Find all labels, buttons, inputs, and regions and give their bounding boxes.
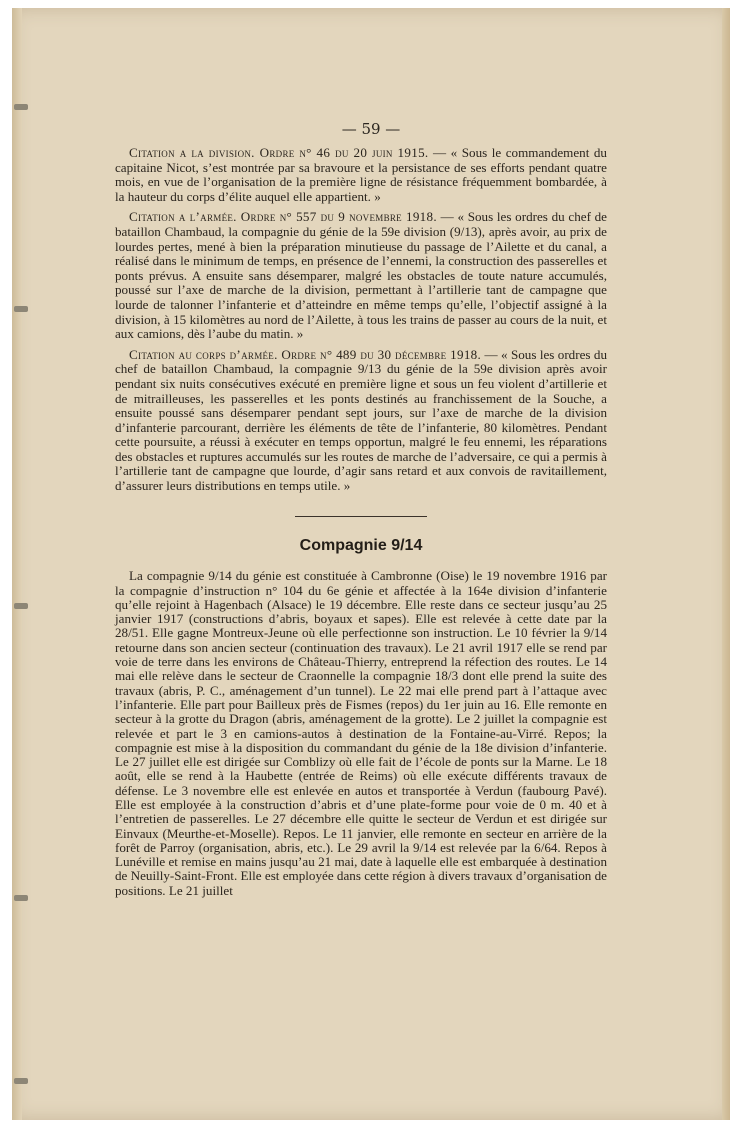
staple-mark: [14, 603, 28, 609]
staple-mark: [14, 1078, 28, 1084]
citation-division: [115, 146, 607, 204]
citation-heading: Citation au corps d’armée. Ordre n° 489 du 30 décembre 1918.: [129, 346, 482, 362]
citation-heading: Citation a l’armée. Ordre n° 557 du 9 novembre 1918.: [129, 209, 437, 225]
section-title: Compagnie 9/14: [299, 536, 423, 554]
section-divider: [295, 516, 427, 517]
citation-text: — « Sous les ordres du chef de bataillon Chambaud, la compagnie 9/13 du génie de la 59e division après avoir pendant six nuits consécutives exécuté en première ligne et sous un feu violent d’artillerie et de mitrailleuses, les passerelles et les ponts destinés au franchissement de la Souche, a ensuite poussé sans désemparer pendant sept jours, sur l’axe de marche de la division d’infanterie parcourant, derrière les éléments de tête de l’infanterie, 80 kilomètres. Pendant cette poursuite, a réussi à exécuter en temps opportun, malgré le feu ennemi, les réparations des obstacles et ruptures accumulés sur les routes de marche de l’adversaire, ce qui a permis à l’artillerie tant de campagne que lourde, d’agir sans retard et aux convois de ravitaillement, d’assurer leurs distributions en temps utile. »: [115, 346, 607, 494]
citation-corps: [115, 348, 607, 494]
page-content: [115, 146, 607, 904]
staple-mark: [14, 104, 28, 110]
page-number: — 59 —: [341, 120, 401, 138]
page-binding: [12, 8, 22, 1120]
document-page: [12, 8, 730, 1120]
staple-mark: [14, 895, 28, 901]
citation-text: — « Sous les ordres du chef de bataillon Chambaud, la compagnie du génie de la 59e division (9/13), après avoir, au prix de lourdes pertes, mené à bien la préparation minutieuse du passage de l’Ailette et du canal, a réalisé dans le minimum de temps, en présence de l’ennemi, la construction des passerelles et ponts prévus. A ensuite sans désemparer, malgré les obstacles de toute nature accumulés, poussé sur l’axe de marche de la division, permettant à l’artillerie tant de campagne que lourde de talonner l’infanterie et d’atteindre en même temps qu’elle, l’objectif assigné à la division, à 15 kilomètres au nord de l’Ailette, à tous les trains de passer au cours de la nuit, et aux camions, dès l’aube du matin. »: [115, 209, 607, 342]
citation-armee: [115, 210, 607, 341]
section-body: La compagnie 9/14 du génie est constituée à Cambronne (Oise) le 19 novembre 1916 par la compagnie d’instruction n° 104 du 6e génie et affectée à la 164e division d’infanterie qu’elle rejoint à Hagenbach (Alsace) le 19 décembre. Elle reste dans ce secteur jusqu’au 25 janvier 1917 (constructions d’abris, boyaux et sapes). Elle est relevée à cette date par la 28/51. Elle gagne Montreux-Jeune où elle perfectionne son instruction. Le 10 février la 9/14 retourne dans son ancien secteur (continuation des travaux). Le 21 avril 1917 elle se rend par voie de terre dans les environs de Château-Thierry, entreprend la réfection des routes. Le 14 mai elle relève dans le secteur de Craonnelle la compagnie 18/3 dont elle prend la suite des travaux (abris, P. C., aménagement d’un tunnel). Le 22 mai elle prend part à l’attaque avec l’infanterie. Elle part pour Bailleux près de Fismes (repos) du 1er juin au 16. Elle remonte en secteur à la grotte du Dragon (abris, aménagement de la grotte). Le 2 juillet la compagnie est relevée et part le 3 en camions-autos à destination de la Fontaine-au-Virré. Repos; la compagnie est mise à la disposition du commandant du génie de la 18e division d’infanterie. Le 27 juillet elle est dirigée sur Comblizy où elle fait de l’école de ponts sur la Marne. Le 18 août, elle se rend à la Haubette (entrée de Reims) où elle exécute différents travaux de défense. Le 3 novembre elle est enlevée en autos et transportée à Verdun (faubourg Pavé). Elle est employée à la construction d’abris et d’une plate-forme pour voie de 0 m. 40 et à l’entretien de passerelles. Le 27 décembre elle quitte le secteur de Verdun et est dirigée sur Einvaux (Meurthe-et-Moselle). Repos. Le 11 janvier, elle remonte en secteur en arrière de la forêt de Parroy (organisation, abris, etc.). Le 29 avril la 9/14 est relevée par la 6/64. Repos à Lunéville et remise en mains jusqu’au 21 mai, date à laquelle elle est embarquée à destination de Neuilly-Saint-Front. Elle est employée dans cette région à divers travaux d’organisation de positions. Le 21 juillet: [115, 568, 607, 898]
citation-text: — « Sous le commandement du capitaine Nicot, s’est montrée par sa bravoure et la persistance de ses efforts pendant quatre mois, en vue de l’organisation de la première ligne de résistance fréquemment bombardée, à la hauteur du corps d’élite auquel elle appartient. »: [115, 145, 607, 204]
page-edge: [722, 8, 730, 1120]
citation-heading: Citation a la division. Ordre n° 46 du 20 juin 1915.: [129, 145, 429, 160]
staple-mark: [14, 306, 28, 312]
